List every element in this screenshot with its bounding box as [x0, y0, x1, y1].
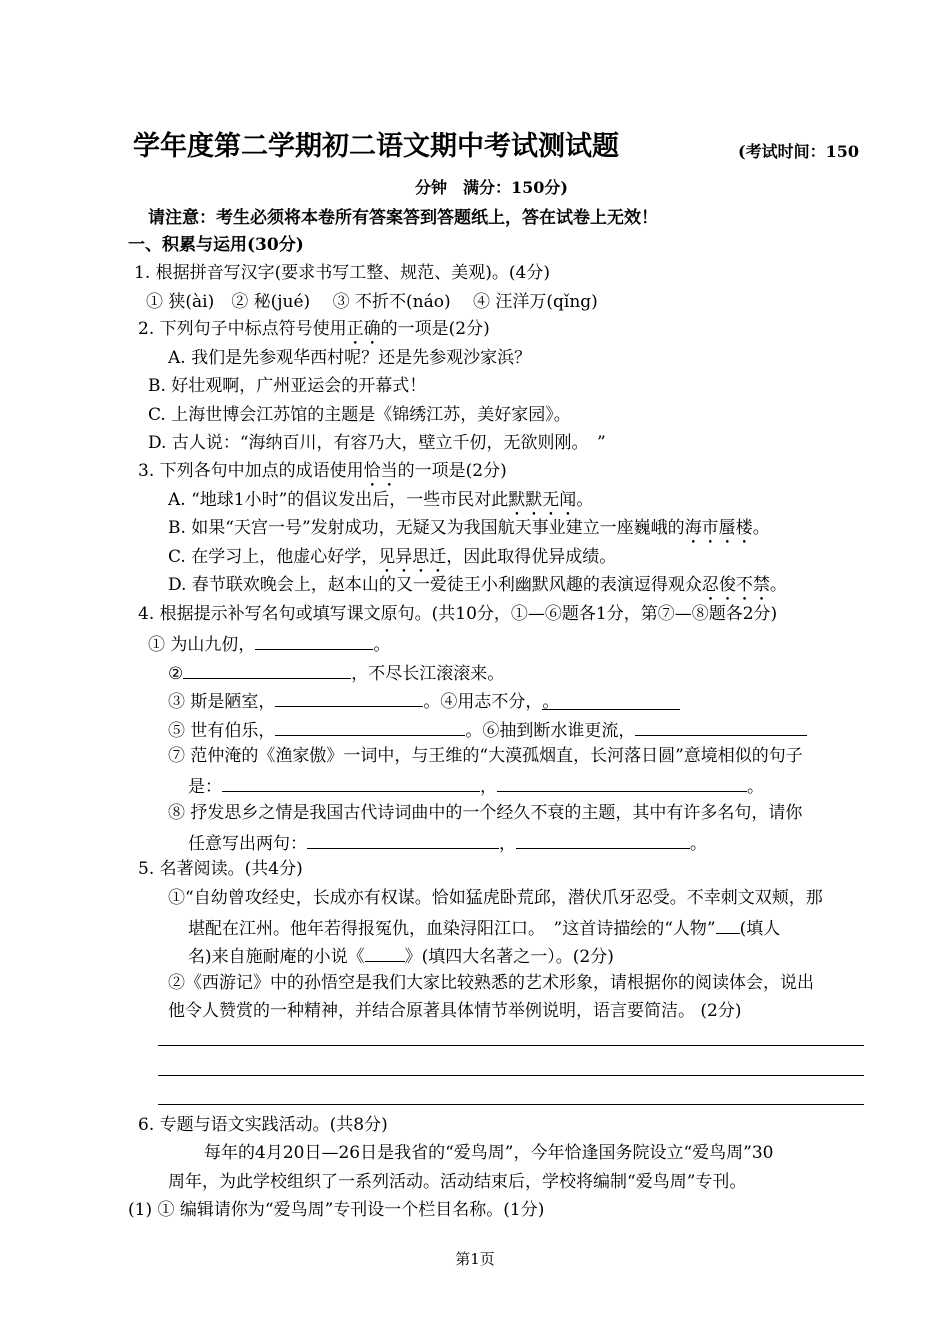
question-4-item-7b: 是： ， 。	[188, 773, 764, 798]
emphasis-idiom: 见异思迁	[378, 547, 447, 567]
question-5-stem: 5. 名著阅读。(共4分)	[138, 859, 303, 879]
answer-blank[interactable]	[222, 773, 480, 792]
question-6-sub-1: (1) ① 编辑请你为“爱鸟周”专刊设一个栏目名称。(1分)	[128, 1200, 545, 1220]
question-3-option-b: B. 如果“天宫一号”发射成功，无疑又为我国航天事业建立一座巍峨的海市蜃楼。	[168, 518, 770, 538]
answer-blank[interactable]	[275, 688, 423, 707]
question-6-stem: 6. 专题与语文实践活动。(共8分)	[138, 1115, 388, 1135]
emphasis-text: 正确	[346, 319, 381, 339]
page-title: 学年度第二学期初二语文期中考试测试题	[133, 131, 619, 162]
answer-line[interactable]	[158, 1104, 864, 1105]
question-5-part-1c: 名)来自施耐庵的小说《 》(填四大名著之一）。(2分)	[188, 943, 614, 968]
question-5-part-2b: 他令人赞赏的一种精神，并结合原著具体情节举例说明，语言要简洁。 (2分)	[168, 1001, 742, 1021]
question-1-items: ① 狭(ài) ② 秘(jué) ③ 不折不(náo) ④ 汪洋万(qǐng)	[146, 292, 598, 312]
question-4-stem: 4. 根据提示补写名句或填写课文原句。(共10分，①—⑥题各1分，第⑦—⑧题各2分)	[138, 604, 778, 624]
exam-time-note-cont: 分钟 满分：150分)	[415, 178, 568, 197]
question-4-item-3-4: ③ 斯是陋室， 。④用志不分，。	[168, 688, 680, 713]
answer-blank[interactable]	[497, 773, 747, 792]
question-1-stem: 1. 根据拼音写汉字(要求书写工整、规范、美观)。(4分)	[134, 263, 550, 283]
section-heading: 一、积累与运用(30分)	[128, 235, 304, 255]
question-2-option-d: D. 古人说：“海纳百川，有容乃大，壁立千仞，无欲则刚。 ”	[148, 433, 606, 453]
question-3-option-c: C. 在学习上，他虚心好学，见异思迁，因此取得优异成绩。	[168, 547, 617, 567]
question-4-item-8b: 任意写出两句： ， 。	[188, 830, 707, 855]
notice: 请注意：考生必须将本卷所有答案答到答题纸上，答在试卷上无效！	[148, 208, 658, 228]
exam-time-note: (考试时间：150	[738, 142, 859, 161]
question-4-item-8a: ⑧ 抒发思乡之情是我国古代诗词曲中的一个经久不衰的主题，其中有许多名句，请你	[168, 803, 803, 823]
page-number: 第1页	[455, 1250, 495, 1268]
question-2-option-c: C. 上海世博会江苏馆的主题是《锦绣江苏，美好家园》。	[148, 405, 571, 425]
question-5-part-2a: ②《西游记》中的孙悟空是我们大家比较熟悉的艺术形象，请根据你的阅读体会，说出	[168, 973, 814, 993]
question-3-option-d: D. 春节联欢晚会上，赵本山的又一爱徒王小利幽默风趣的表演逗得观众忍俊不禁。	[168, 575, 787, 595]
answer-blank[interactable]	[183, 660, 351, 679]
question-2-stem: 2. 下列句子中标点符号使用正确的一项是(2分)	[138, 319, 490, 339]
answer-blank[interactable]	[307, 830, 499, 849]
answer-blank[interactable]	[516, 830, 690, 849]
answer-blank[interactable]	[716, 915, 740, 934]
question-6-paragraph-a: 每年的4月20日—26日是我省的“爱鸟周”，今年恰逢国务院设立“爱鸟周”30	[204, 1143, 774, 1163]
question-3-option-a: A. “地球1小时”的倡议发出后，一些市民对此默默无闻。	[168, 490, 594, 510]
question-2-option-b: B. 好壮观啊，广州亚运会的开幕式！	[148, 376, 427, 396]
answer-blank[interactable]	[255, 631, 373, 650]
question-6-paragraph-b: 周年，为此学校组织了一系列活动。活动结束后，学校将编制“爱鸟周”专刊。	[168, 1172, 747, 1192]
emphasis-idiom: 默默无闻	[508, 490, 577, 510]
question-5-part-1b: 堪配在江州。他年若得报冤仇，血染浔阳江口。 ”这首诗描绘的“人物” (填人	[188, 915, 780, 940]
answer-blank[interactable]	[275, 717, 465, 736]
question-4-item-2: ② ，不尽长江滚滚来。	[168, 660, 504, 685]
question-3-stem: 3. 下列各句中加点的成语使用恰当的一项是(2分)	[138, 461, 507, 481]
question-5-part-1a: ①“自幼曾攻经史，长成亦有权谋。恰如猛虎卧荒邱，潜伏爪牙忍受。不幸刺文双颊，那	[168, 888, 823, 908]
emphasis-idiom: 海市蜃楼	[684, 518, 753, 538]
question-2-option-a: A. 我们是先参观华西村呢？还是先参观沙家浜？	[168, 348, 532, 368]
answer-blank[interactable]	[635, 717, 807, 736]
answer-blank[interactable]: 。	[542, 691, 680, 710]
question-4-item-5-6: ⑤ 世有伯乐， 。⑥抽到断水谁更流，	[168, 717, 807, 742]
question-4-item-1: ① 为山九仞， 。	[148, 631, 390, 656]
question-4-item-7a: ⑦ 范仲淹的《渔家傲》一词中，与王维的“大漠孤烟直，长河落日圆”意境相似的句子	[168, 746, 803, 766]
answer-line[interactable]	[158, 1075, 864, 1076]
emphasis-idiom: 忍俊不禁	[701, 575, 770, 595]
emphasis-text: 恰当	[363, 461, 398, 481]
answer-blank[interactable]	[365, 943, 405, 962]
answer-line[interactable]	[158, 1045, 864, 1046]
